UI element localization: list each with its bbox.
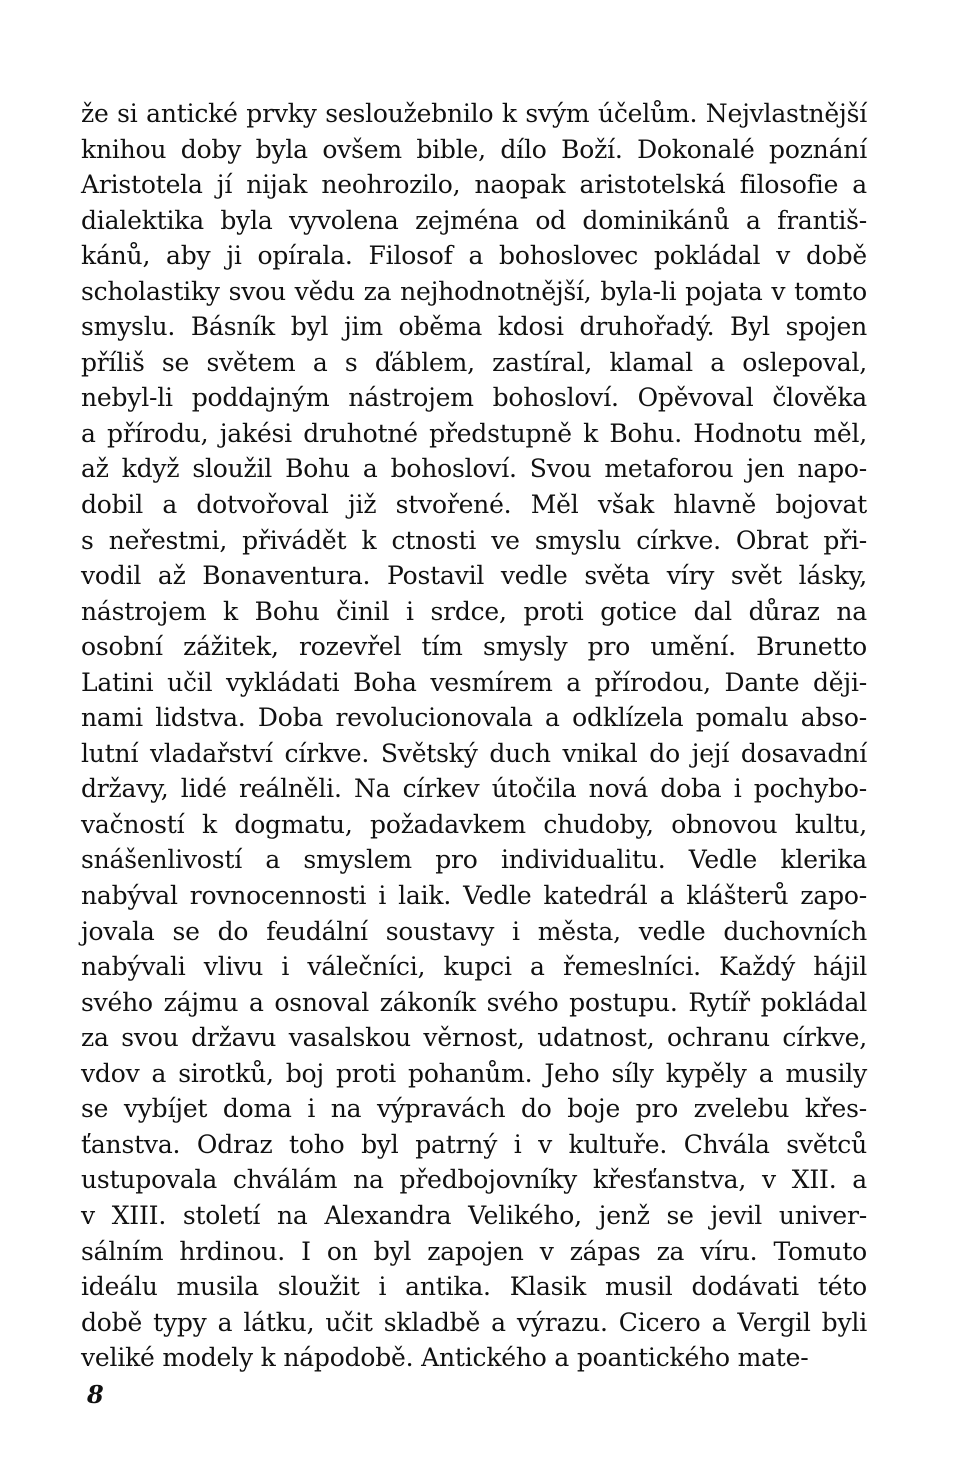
text-line: s neřestmi, přivádět k ctnosti ve smyslu církve. Obrat při-: [81, 525, 867, 555]
text-line: knihou doby byla ovšem bible, dílo Boží. Dokonalé poznání: [81, 134, 867, 164]
text-line: jovala se do feudální soustavy i města, vedle duchovních: [81, 916, 867, 946]
text-line: se vybíjet doma i na výpravách do boje pro zvelebu křes-: [81, 1094, 867, 1124]
text-line: svého zájmu a osnoval zákoník svého postupu. Rytíř pokládal: [81, 987, 867, 1017]
text-line: dialektika byla vyvolena zejména od dominikánů a františ-: [81, 205, 867, 235]
text-line: že si antické prvky sesloužebnilo k svým účelům. Nejvlastnější: [81, 99, 867, 128]
body-text: [81, 96, 867, 1376]
page-number: 8: [87, 1380, 104, 1409]
text-line: ťanstva. Odraz toho byl patrný i v kultuře. Chvála světců: [81, 1129, 867, 1159]
text-line: vodil až Bonaventura. Postavil vedle světa víry svět lásky,: [81, 561, 867, 591]
text-line: veliké modely k nápodobě. Antického a poantického mate-: [81, 1343, 809, 1373]
text-line: nebyl-li poddajným nástrojem bohosloví. Opěvoval člověka: [81, 383, 867, 413]
text-line: vdov a sirotků, boj proti pohanům. Jeho síly kypěly a musily: [81, 1058, 867, 1088]
text-line: kánů, aby ji opírala. Filosof a bohoslovec pokládal v době: [81, 241, 867, 271]
text-line: Aristotela jí nijak neohrozilo, naopak aristotelská filosofie a: [81, 170, 867, 200]
text-line: vačností k dogmatu, požadavkem chudoby, obnovou kultu,: [81, 809, 867, 839]
text-line: ustupovala chválám na předbojovníky křesťanstva, v XII. a: [81, 1165, 867, 1195]
text-line: nami lidstva. Doba revolucionovala a odklízela pomalu abso-: [81, 703, 867, 733]
text-line: scholastiky svou vědu za nejhodnotnější, byla-li pojata v tomto: [81, 276, 867, 306]
text-line: osobní zážitek, rozevřel tím smysly pro umění. Brunetto: [81, 632, 867, 662]
text-line: lutní vladařství církve. Světský duch vnikal do její dosavadní: [81, 738, 867, 768]
text-line: příliš se světem a s ďáblem, zastíral, klamal a oslepoval,: [81, 347, 867, 377]
text-line: nabývali vlivu i válečníci, kupci a řemeslníci. Každý hájil: [81, 952, 867, 982]
text-line: nástrojem k Bohu činil i srdce, proti gotice dal důraz na: [81, 596, 867, 626]
text-line: smyslu. Básník byl jim oběma kdosi druhořadý. Byl spojen: [81, 312, 867, 342]
text-line: za svou državu vasalskou věrnost, udatnost, ochranu církve,: [81, 1023, 867, 1053]
text-line: době typy a látku, učit skladbě a výrazu. Cicero a Vergil byli: [81, 1307, 867, 1337]
text-line: až když sloužil Bohu a bohosloví. Svou metaforou jen napo-: [81, 454, 867, 484]
text-line: nabýval rovnocennosti i laik. Vedle katedrál a klášterů zapo-: [81, 881, 867, 911]
text-line: državy, lidé reálněli. Na církev útočila nová doba i pochybo-: [81, 774, 867, 804]
text-line: v XIII. století na Alexandra Velikého, jenž se jevil univer-: [81, 1200, 867, 1230]
text-line: Latini učil vykládati Boha vesmírem a přírodou, Dante ději-: [81, 667, 867, 697]
text-line: snášenlivostí a smyslem pro individualitu. Vedle klerika: [81, 845, 867, 875]
text-line: dobil a dotvořoval již stvořené. Měl však hlavně bojovat: [81, 490, 867, 520]
text-line: ideálu musila sloužit i antika. Klasik musil dodávati této: [81, 1272, 867, 1302]
text-line: sálním hrdinou. I on byl zapojen v zápas za víru. Tomuto: [81, 1236, 867, 1266]
text-line: a přírodu, jakési druhotné předstupně k Bohu. Hodnotu měl,: [81, 418, 867, 448]
